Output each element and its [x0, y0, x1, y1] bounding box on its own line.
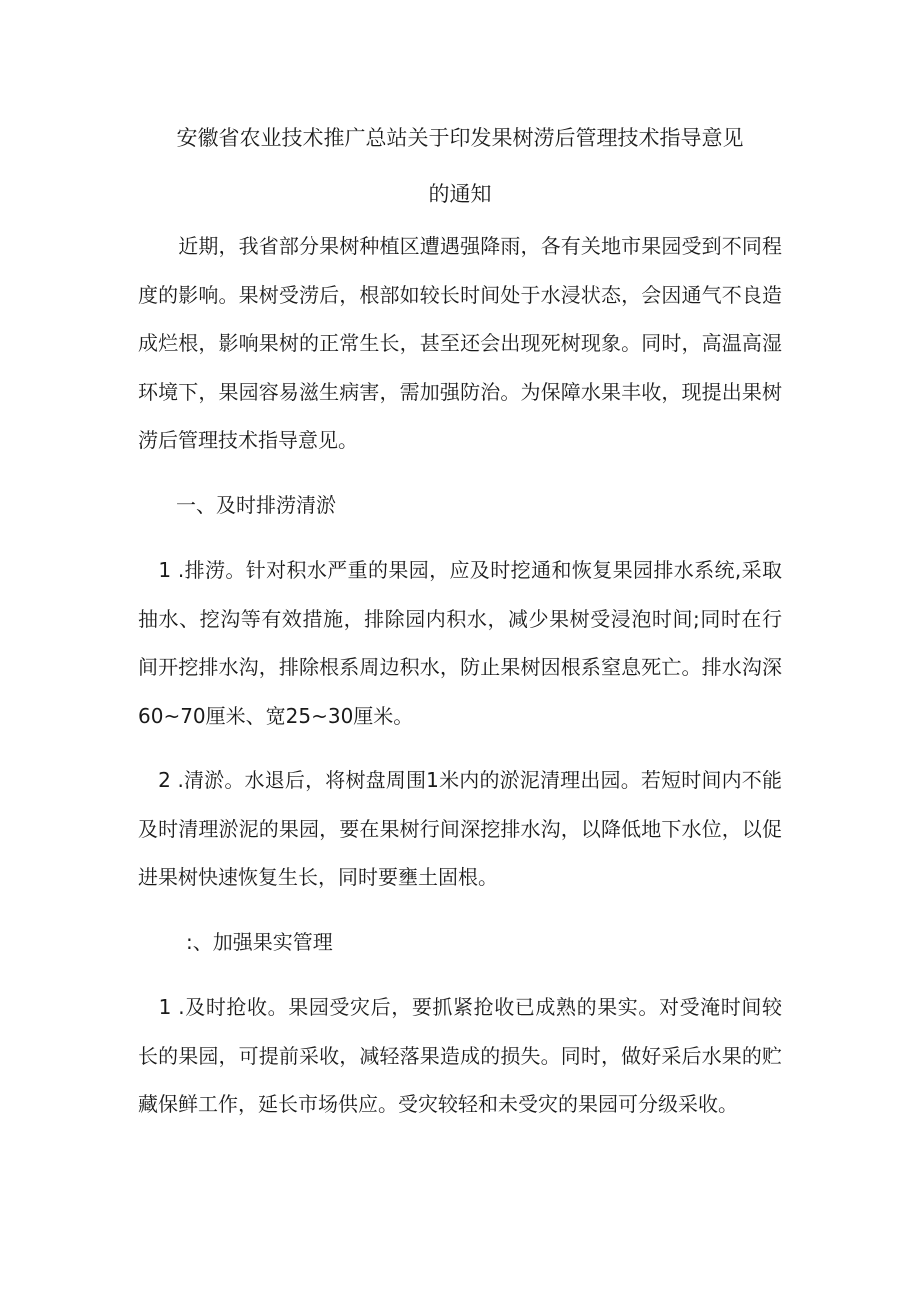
section-2-item-1: 1 .及时抢收。果园受灾后，要抓紧抢收已成熟的果实。对受淹时间较长的果园，可提前采收，减轻落果造成的损失。同时，做好采后水果的贮藏保鲜工作，延长市场供应。受灾较轻和未受灾的果园可分级采收。	[138, 995, 782, 1117]
intro-paragraph: 近期，我省部分果树种植区遭遇强降雨，各有关地市果园受到不同程度的影响。果树受涝后，根部如较长时间处于水浸状态，会因通气不良造成烂根，影响果树的正常生长，甚至还会出现死树现象。同时，高温高湿环境下，果园容易滋生病害，需加强防治。为保障水果丰收，现提出果树涝后管理技术指导意见。	[138, 234, 782, 453]
section-1-item-2: 2 .清淤。水退后，将树盘周围1米内的淤泥清理出园。若短时间内不能及时清理淤泥的果园，要在果树行间深挖排水沟，以降低地下水位，以促进果树快速恢复生长，同时要壅土固根。	[138, 768, 782, 890]
section-2-heading: :、加强果实管理	[186, 930, 333, 954]
document-title-line-1: 安徽省农业技术推广总站关于印发果树涝后管理技术指导意见	[176, 126, 744, 150]
document-title-line-2: 的通知	[428, 182, 492, 206]
section-1-item-1: 1 .排涝。针对积水严重的果园，应及时挖通和恢复果园排水系统,采取抽水、挖沟等有效措施，排除园内积水，减少果树受浸泡时间;同时在行间开挖排水沟，排除根系周边积水，防止果树因根系窒息死亡。排水沟深60~70厘米、宽25~30厘米。	[138, 558, 782, 728]
section-1-heading: 一、及时排涝清淤	[176, 493, 336, 517]
